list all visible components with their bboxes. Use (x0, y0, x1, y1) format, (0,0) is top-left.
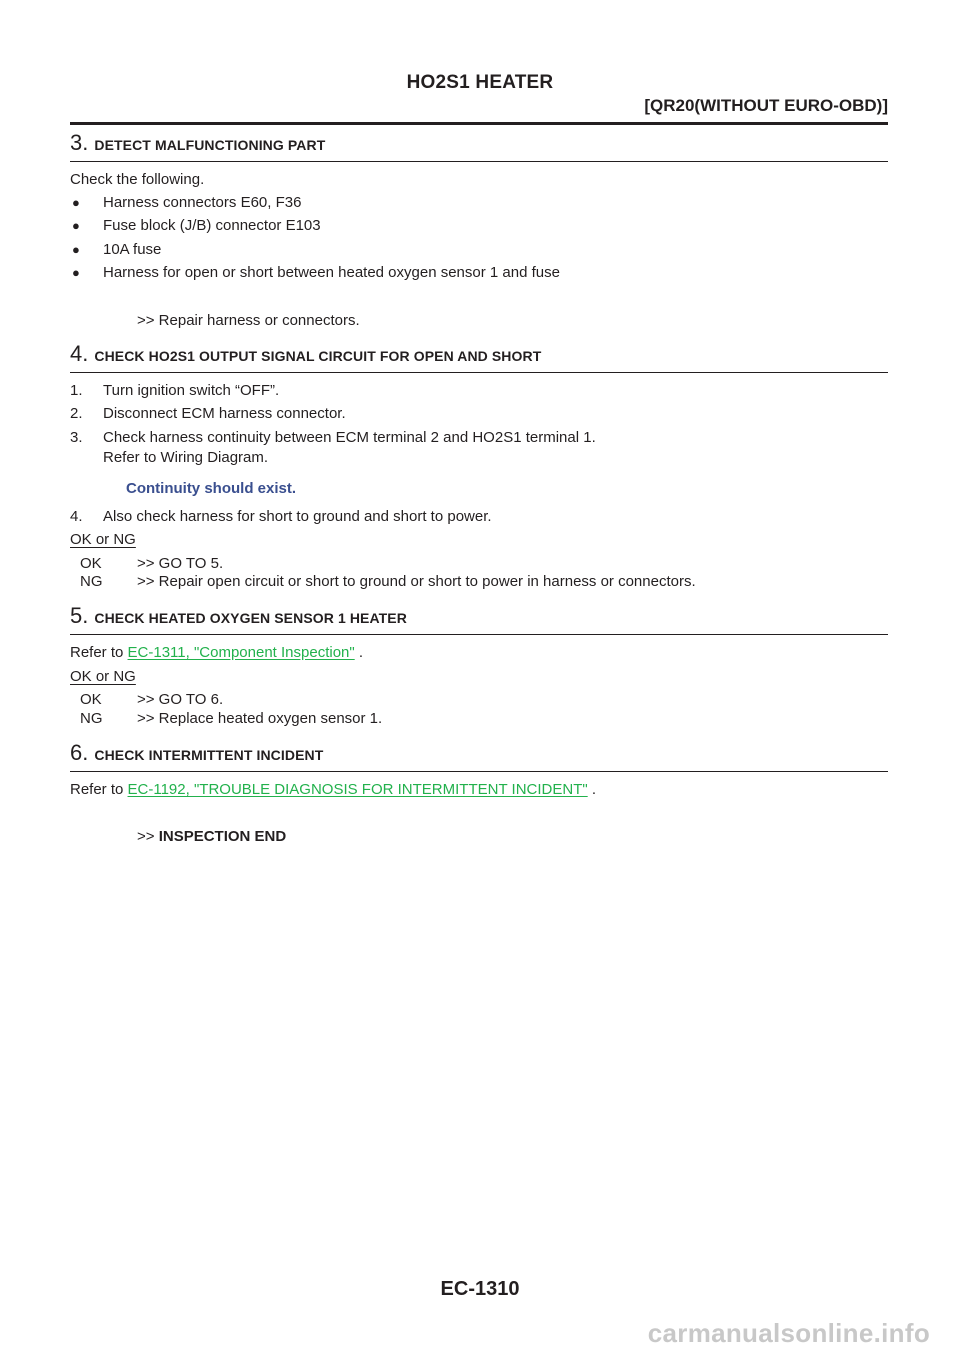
inspection-end-label: INSPECTION END (158, 828, 287, 845)
ok-result: >> GO TO 5. (137, 555, 224, 572)
list-item: Fuse block (J/B) connector E103 (103, 217, 321, 234)
bullet-icon: ● (72, 265, 80, 280)
result-prefix: >> (137, 828, 155, 845)
list-item: Turn ignition switch “OFF”. (103, 382, 280, 399)
step-3-title: DETECT MALFUNCTIONING PART (94, 137, 326, 153)
step-6-heading (70, 740, 323, 766)
step-3-intro: Check the following. (70, 171, 205, 188)
ng-label: NG (80, 573, 103, 590)
bullet-icon: ● (72, 218, 80, 233)
step-5-number: 5. (70, 603, 89, 628)
spec-text: Continuity should exist. (126, 480, 297, 497)
refer-label: Refer to (70, 781, 124, 798)
step-3-heading (70, 130, 325, 156)
step-5-divider (70, 634, 888, 635)
refer-suffix: . (591, 781, 597, 798)
page-title: HO2S1 HEATER (406, 72, 554, 93)
ok-label: OK (80, 691, 102, 708)
ng-label: NG (80, 710, 103, 727)
step-4-heading (70, 341, 541, 367)
list-item: Also check harness for short to ground and short to power. (103, 508, 492, 525)
ok-result: >> GO TO 6. (137, 691, 224, 708)
header-divider (70, 122, 888, 125)
ok-or-ng-label: OK or NG (70, 531, 136, 548)
page-number: EC-1310 (440, 1278, 520, 1300)
watermark: carmanualsonline.info (647, 1318, 930, 1348)
ok-or-ng-label: OK or NG (70, 668, 136, 685)
step-4-divider (70, 372, 888, 373)
component-inspection-link[interactable]: EC-1311, "Component Inspection" (127, 644, 355, 661)
ok-label: OK (80, 555, 102, 572)
step-6-reference (70, 780, 596, 800)
list-item: Check harness continuity between ECM terminal 2 and HO2S1 terminal 1. (103, 429, 596, 446)
bullet-icon: ● (72, 195, 80, 210)
step-number: 4. (70, 508, 83, 525)
bullet-icon: ● (72, 242, 80, 257)
step-3-number: 3. (70, 130, 89, 155)
step-number: 2. (70, 405, 83, 422)
step-6-title: CHECK INTERMITTENT INCIDENT (94, 747, 324, 763)
step-6-result (137, 827, 286, 847)
refer-suffix: . (358, 644, 364, 661)
step-4-number: 4. (70, 341, 89, 366)
list-item-continuation: Refer to Wiring Diagram. (103, 449, 269, 466)
step-number: 1. (70, 382, 83, 399)
ng-result: >> Repair open circuit or short to ground or short to power in harness or connectors. (137, 573, 696, 590)
step-4-title: CHECK HO2S1 OUTPUT SIGNAL CIRCUIT FOR OPEN AND SHORT (94, 348, 542, 364)
step-5-reference (70, 643, 363, 663)
list-item: Disconnect ECM harness connector. (103, 405, 346, 422)
refer-label: Refer to (70, 644, 124, 661)
step-3-result: >> Repair harness or connectors. (137, 312, 360, 329)
step-6-divider (70, 771, 888, 772)
list-item: 10A fuse (103, 241, 162, 258)
intermittent-incident-link[interactable]: EC-1192, "TROUBLE DIAGNOSIS FOR INTERMITTENT INCIDENT" (127, 781, 588, 798)
ng-result: >> Replace heated oxygen sensor 1. (137, 710, 383, 727)
step-number: 3. (70, 429, 83, 446)
list-item: Harness connectors E60, F36 (103, 194, 302, 211)
step-5-title: CHECK HEATED OXYGEN SENSOR 1 HEATER (94, 610, 407, 626)
step-3-divider (70, 161, 888, 162)
step-6-number: 6. (70, 740, 89, 765)
page-subtitle: [QR20(WITHOUT EURO-OBD)] (644, 96, 888, 115)
list-item: Harness for open or short between heated oxygen sensor 1 and fuse (103, 264, 560, 281)
step-5-heading (70, 603, 407, 629)
